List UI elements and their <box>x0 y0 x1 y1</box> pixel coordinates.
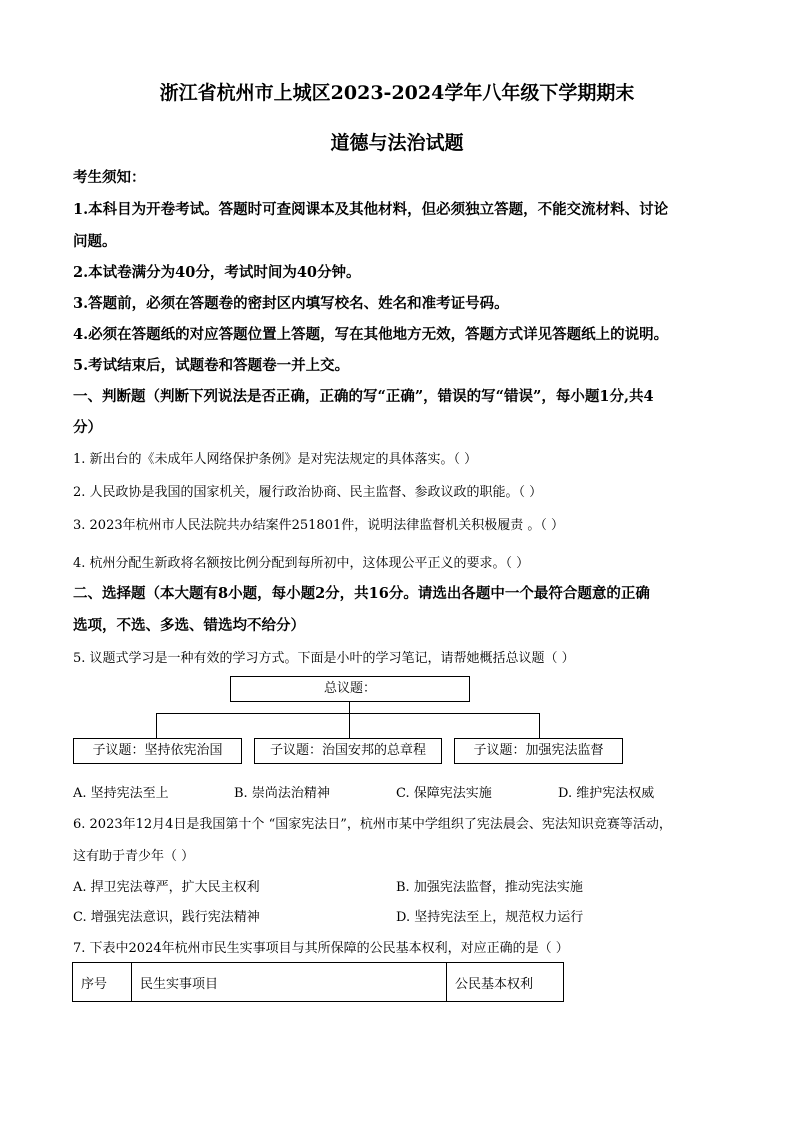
notice-item-5: 5.考试结束后，试题卷和答题卷一并上交。 <box>73 357 350 374</box>
diagram-sub-box-2: 子议题：治国安邦的总章程 <box>254 738 442 764</box>
notice-heading: 考生须知： <box>73 169 146 186</box>
question-5-stem: 5. 议题式学习是一种有效的学习方式。下面是小叶的学习笔记，请帮她概括总议题（ ） <box>73 651 575 666</box>
diagram-connector-mid <box>349 713 350 738</box>
question-6-stem-cont: 这有助于青少年（ ） <box>73 849 195 864</box>
table-header-cell: 序号 <box>73 963 132 1002</box>
question-4: 4. 杭州分配生新政将名额按比例分配到每所初中，这体现公平正义的要求。（ ） <box>73 556 530 571</box>
section2-heading-cont: 选项，不选、多选、错选均不给分） <box>73 617 305 634</box>
table-header-cell: 民生实事项目 <box>132 963 447 1002</box>
table-header-row <box>73 963 564 1002</box>
question-6-option-c: C. 增强宪法意识，践行宪法精神 <box>73 910 260 925</box>
question-3: 3. 2023年杭州市人民法院共办结案件251801件，说明法律监督机关积极履责 。（ ） <box>73 518 565 533</box>
exam-title-line1: 浙江省杭州市上城区2023-2024学年八年级下学期期末 <box>159 82 635 104</box>
question-7-table <box>72 962 564 1002</box>
question-6-option-b: B. 加强宪法监督，推动宪法实施 <box>396 880 583 895</box>
diagram-sub-box-3: 子议题：加强宪法监督 <box>454 738 623 764</box>
notice-item-2: 2.本试卷满分为40分，考试时间为40分钟。 <box>73 264 361 281</box>
diagram-sub-box-1: 子议题：坚持依宪治国 <box>73 738 242 764</box>
exam-title-line2: 道德与法治试题 <box>330 132 464 154</box>
section1-heading: 一、判断题（判断下列说法是否正确，正确的写“正确”，错误的写“错误”，每小题1分,共4 <box>73 388 654 405</box>
question-6-option-a: A. 捍卫宪法尊严，扩大民主权利 <box>73 880 260 895</box>
section1-heading-cont: 分） <box>73 419 102 436</box>
notice-item-4: 4.必须在答题纸的对应答题位置上答题，写在其他地方无效，答题方式详见答题纸上的说明。 <box>73 326 669 343</box>
notice-item-3: 3.答题前，必须在答题卷的密封区内填写校名、姓名和准考证号码。 <box>73 295 509 312</box>
diagram-connector-bar <box>156 713 540 714</box>
question-6-stem: 6. 2023年12月4日是我国第十个 “国家宪法日”，杭州市某中学组织了宪法晨会、宪法知识竞赛等活动， <box>73 817 672 832</box>
question-1: 1. 新出台的《未成年人网络保护条例》是对宪法规定的具体落实。（ ） <box>73 452 478 467</box>
section2-heading: 二、选择题（本大题有8小题，每小题2分，共16分。请选出各题中一个最符合题意的正确 <box>73 585 650 602</box>
diagram-top-box: 总议题： <box>230 676 470 702</box>
question-6-option-d: D. 坚持宪法至上，规范权力运行 <box>396 910 584 925</box>
question-5-option-a: A. 坚持宪法至上 <box>73 786 169 801</box>
question-7-stem: 7. 下表中2024年杭州市民生实事项目与其所保障的公民基本权利，对应正确的是（ ） <box>73 941 569 956</box>
question-5-option-b: B. 崇尚法治精神 <box>234 786 330 801</box>
notice-item-1: 1.本科目为开卷考试。答题时可查阅课本及其他材料，但必须独立答题，不能交流材料、讨论 <box>73 201 669 218</box>
table-header-cell: 公民基本权利 <box>447 963 564 1002</box>
diagram-connector-right <box>539 713 540 738</box>
question-5-option-c: C. 保障宪法实施 <box>396 786 492 801</box>
notice-item-1-cont: 问题。 <box>73 233 117 250</box>
question-5-option-d: D. 维护宪法权威 <box>558 786 655 801</box>
question-2: 2. 人民政协是我国的国家机关，履行政治协商、民主监督、参政议政的职能。（ ） <box>73 485 543 500</box>
diagram-connector-left <box>156 713 157 738</box>
